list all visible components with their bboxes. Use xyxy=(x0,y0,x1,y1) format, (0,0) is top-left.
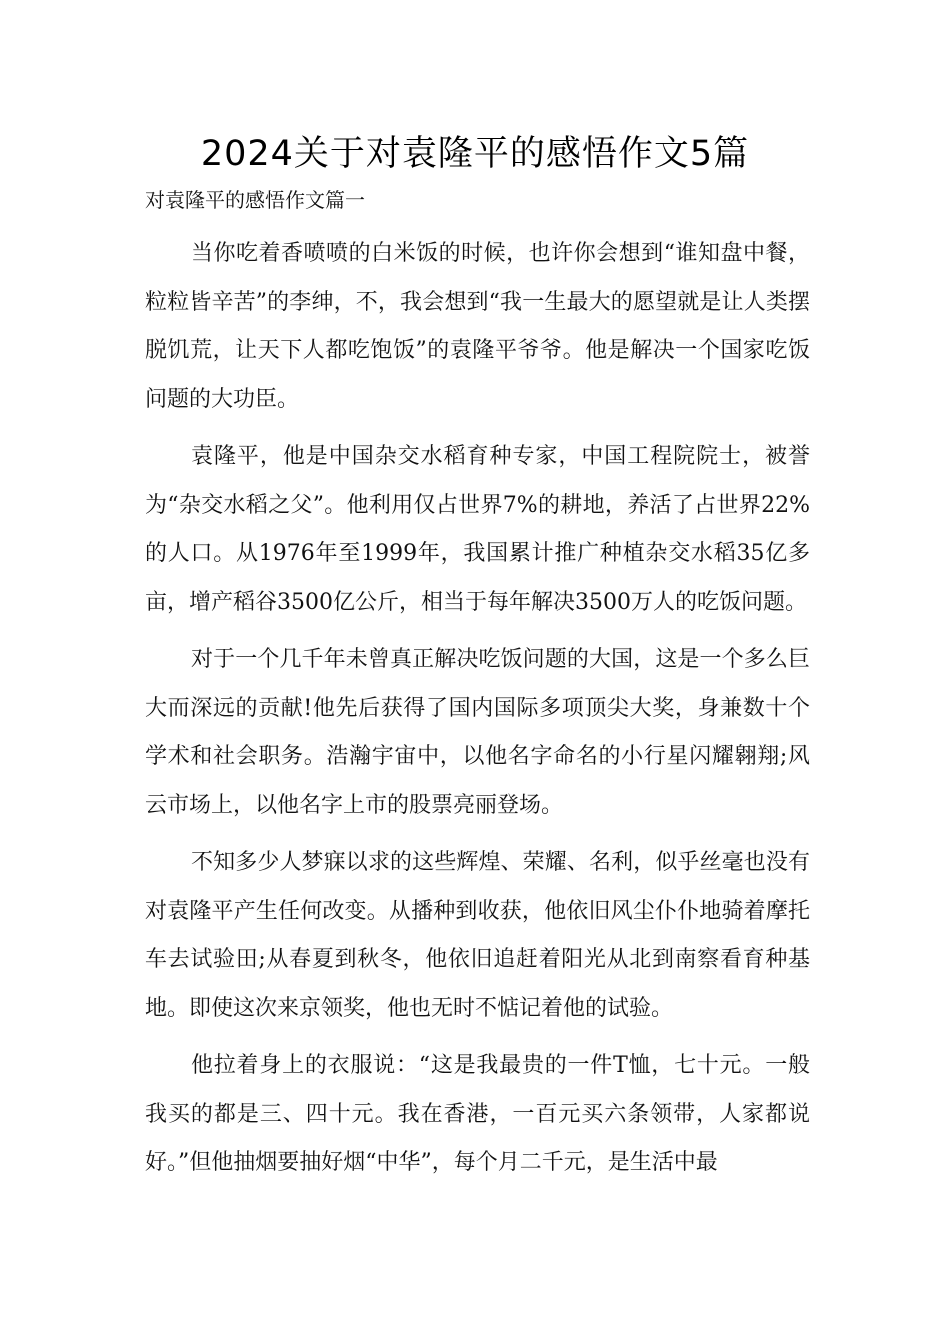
paragraph-3: 对于一个几千年未曾真正解决吃饭问题的大国，这是一个多么巨大而深远的贡献!他先后获得了国内国际多项顶尖大奖，身兼数十个学术和社会职务。浩瀚宇宙中，以他名字命名的小行星闪耀翱翔;风云市场上，以他名字上市的股票亮丽登场。 xyxy=(145,647,810,818)
document-body xyxy=(145,230,810,1197)
document-title: 2024关于对袁隆平的感悟作文5篇 xyxy=(200,134,750,174)
paragraph-4: 不知多少人梦寐以求的这些辉煌、荣耀、名利，似乎丝毫也没有对袁隆平产生任何改变。从播种到收获，他依旧风尘仆仆地骑着摩托车去试验田;从春夏到秋冬，他依旧追赶着阳光从北到南察看育种基地。即使这次来京领奖，他也无时不惦记着他的试验。 xyxy=(145,850,810,1021)
paragraph-1: 当你吃着香喷喷的白米饭的时候，也许你会想到“谁知盘中餐，粒粒皆辛苦”的李绅，不，我会想到“我一生最大的愿望就是让人类摆脱饥荒，让天下人都吃饱饭”的袁隆平爷爷。他是解决一个国家吃饭问题的大功臣。 xyxy=(145,241,810,412)
section-heading: 对袁隆平的感悟作文篇一 xyxy=(145,188,365,212)
paragraph-2: 袁隆平，他是中国杂交水稻育种专家，中国工程院院士，被誉为“杂交水稻之父”。他利用仅占世界7%的耕地，养活了占世界22%的人口。从1976年至1999年，我国累计推广种植杂交水稻35亿多亩，增产稻谷3500亿公斤，相当于每年解决3500万人的吃饭问题。 xyxy=(145,444,810,615)
paragraph-5: 他拉着身上的衣服说：“这是我最贵的一件T恤，七十元。一般我买的都是三、四十元。我在香港，一百元买六条领带，人家都说好。”但他抽烟要抽好烟“中华”，每个月二千元，是生活中最 xyxy=(145,1053,810,1175)
